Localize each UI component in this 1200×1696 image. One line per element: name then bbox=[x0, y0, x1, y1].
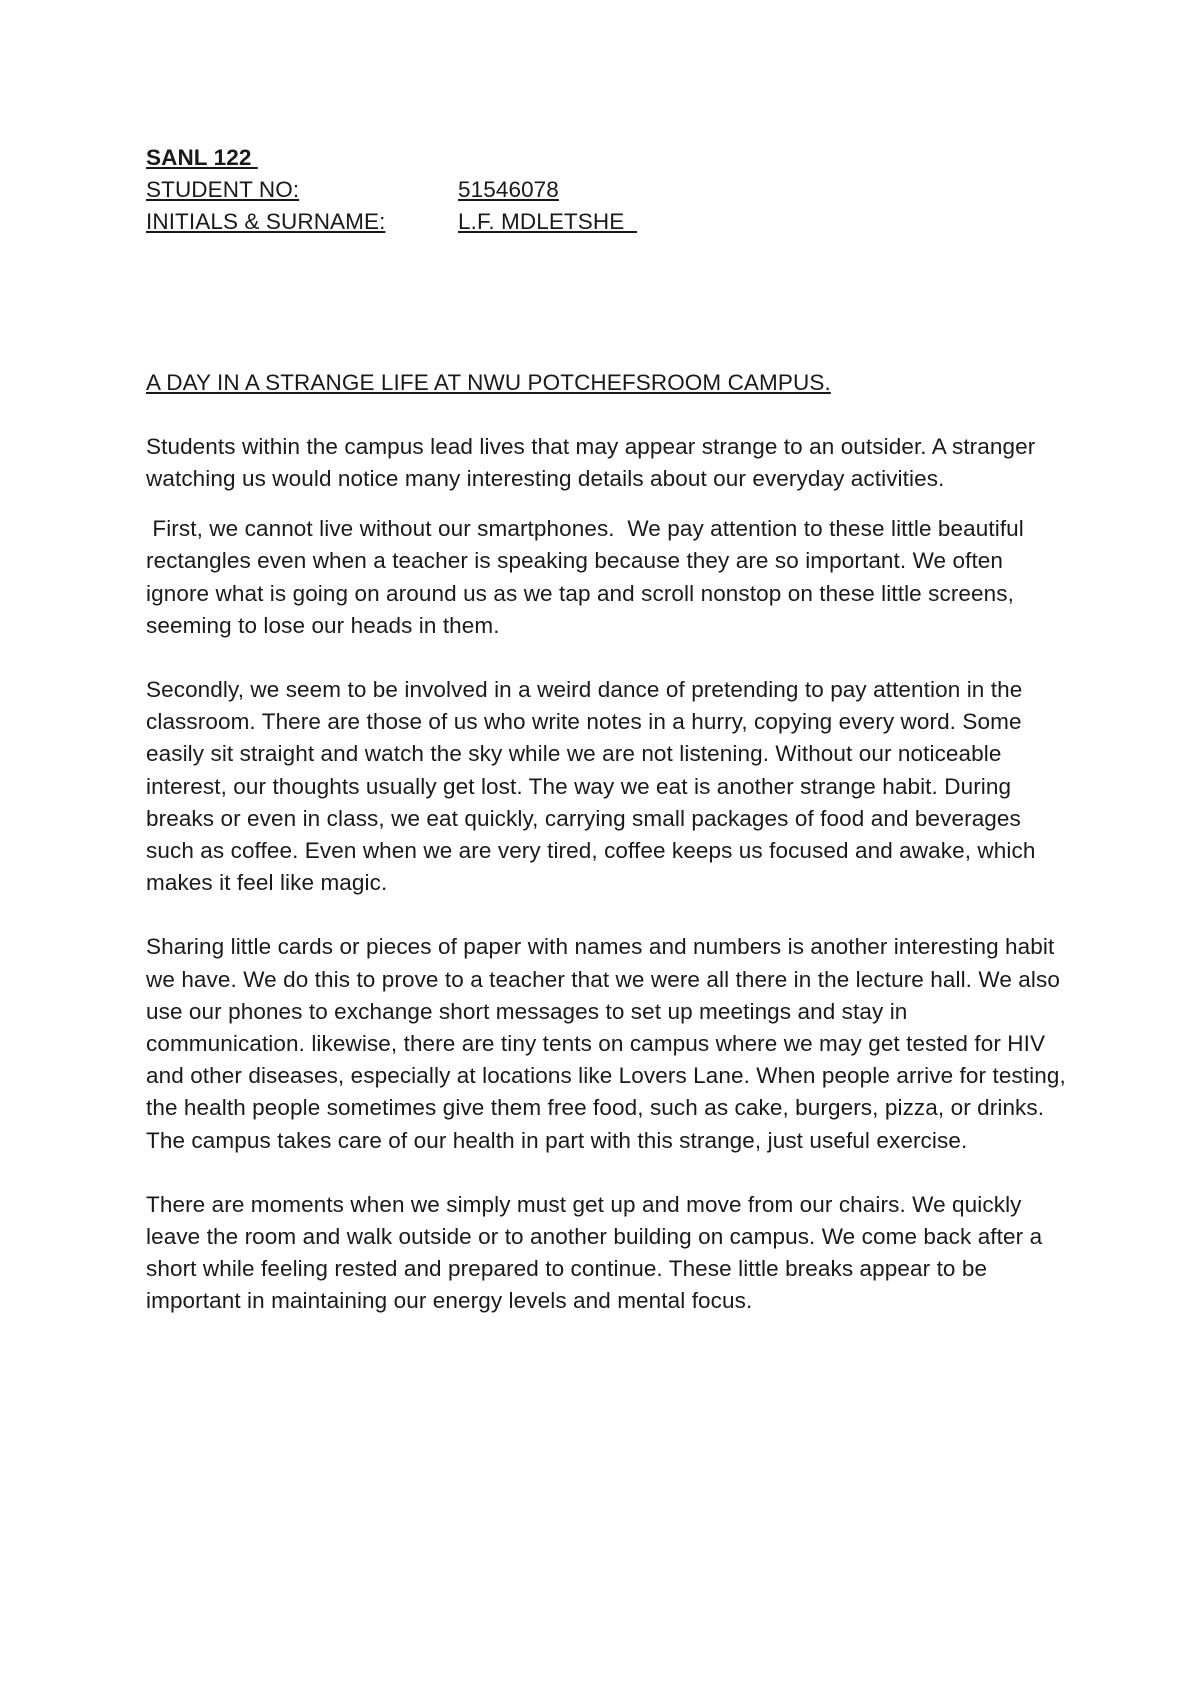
essay-title: A DAY IN A STRANGE LIFE AT NWU POTCHEFSROOM CAMPUS. bbox=[146, 369, 831, 395]
course-code: SANL 122 bbox=[146, 145, 258, 170]
name-value: L.F. MDLETSHE bbox=[458, 209, 638, 235]
student-number-value: 51546078 bbox=[458, 177, 559, 203]
document-body bbox=[146, 142, 1066, 1318]
paragraph-habits: Sharing little cards or pieces of paper with names and numbers is another interesting habit we have. We do this to prove to a teacher that we were all there in the lecture hall. We also use our phones to exchange short messages to set up meetings and stay in communication. likewise, there are tiny tents on campus where we may get tested for HIV and other diseases, especially at locations like Lovers Lane. When people arrive for testing, the health people sometimes give them free food, such as cake, burgers, pizza, or drinks. The campus takes care of our health in part with this strange, just useful exercise. bbox=[146, 934, 1066, 1153]
name-row bbox=[146, 206, 1066, 238]
paragraph-breaks: There are moments when we simply must get up and move from our chairs. We quickly leave the room and walk outside or to another building on campus. We come back after a short while feeling rested and prepared to continue. These little breaks appear to be important in maintaining our energy levels and mental focus. bbox=[146, 1191, 1043, 1314]
paragraph-classroom: Secondly, we seem to be involved in a weird dance of pretending to pay attention in the classroom. There are those of us who write notes in a hurry, copying every word. Some easily sit straight and watch the sky while we are not listening. Without our noticeable interest, our thoughts usually get lost. The way we eat is another strange habit. During breaks or even in class, we eat quickly, carrying small packages of food and beverages such as coffee. Even when we are very tired, coffee keeps us focused and awake, which makes it feel like magic. bbox=[146, 677, 1036, 896]
paragraph-intro: Students within the campus lead lives that may appear strange to an outsider. A stranger watching us would notice many interesting details about our everyday activities. bbox=[146, 433, 1036, 492]
paragraph-smartphones: First, we cannot live without our smartphones. We pay attention to these little beautiful rectangles even when a teacher is speaking because they are so important. We often ignore what is going on around us as we tap and scroll nonstop on these little screens, seeming to lose our heads in them. bbox=[146, 516, 1031, 638]
student-number-label: STUDENT NO: bbox=[146, 177, 300, 203]
name-label: INITIALS & SURNAME: bbox=[146, 209, 386, 235]
student-number-row bbox=[146, 174, 1066, 206]
